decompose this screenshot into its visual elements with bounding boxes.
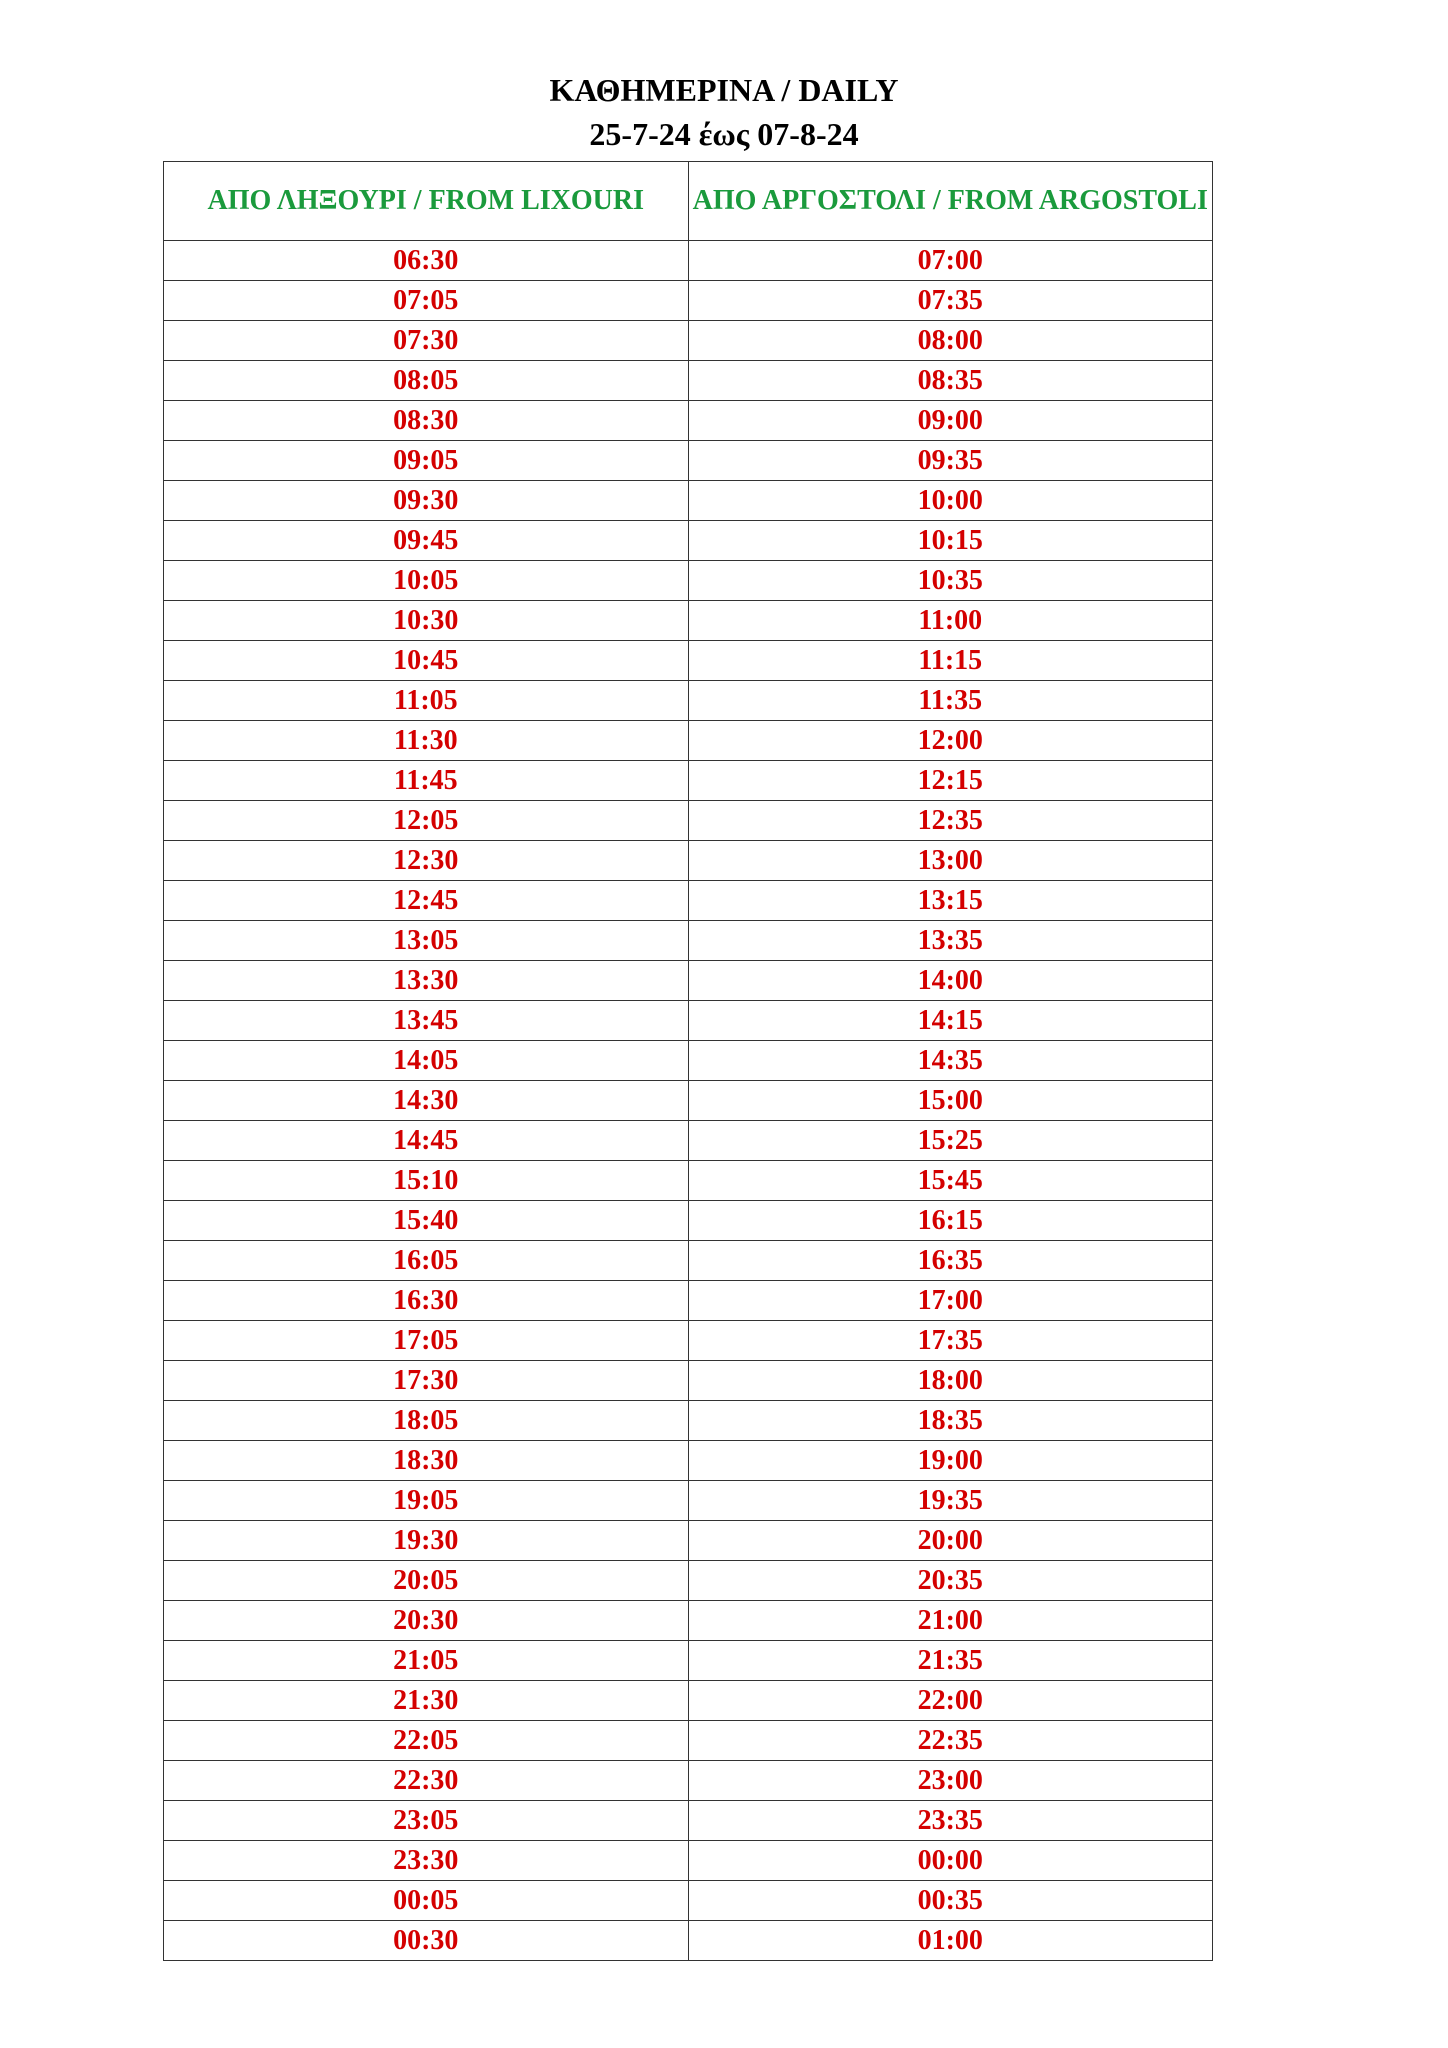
table-row: [164, 601, 1213, 641]
table-row: [164, 441, 1213, 481]
departure-time-argostoli: 12:35: [688, 801, 1213, 841]
departure-time-argostoli: 17:35: [688, 1321, 1213, 1361]
departure-time-argostoli: 12:00: [688, 721, 1213, 761]
departure-time-argostoli: 16:15: [688, 1201, 1213, 1241]
table-row: [164, 1041, 1213, 1081]
departure-time-lixouri: 11:45: [164, 761, 689, 801]
table-row: [164, 1321, 1213, 1361]
departure-time-lixouri: 16:05: [164, 1241, 689, 1281]
departure-time-lixouri: 12:05: [164, 801, 689, 841]
departure-time-argostoli: 19:35: [688, 1481, 1213, 1521]
departure-time-argostoli: 15:00: [688, 1081, 1213, 1121]
departure-time-argostoli: 14:35: [688, 1041, 1213, 1081]
departure-time-argostoli: 00:00: [688, 1841, 1213, 1881]
table-row: [164, 241, 1213, 281]
table-row: [164, 1921, 1213, 1961]
departure-time-argostoli: 07:00: [688, 241, 1213, 281]
table-row: [164, 561, 1213, 601]
departure-time-lixouri: 06:30: [164, 241, 689, 281]
table-row: [164, 641, 1213, 681]
table-row: [164, 481, 1213, 521]
table-row: [164, 1801, 1213, 1841]
table-row: [164, 1481, 1213, 1521]
departure-time-lixouri: 18:30: [164, 1441, 689, 1481]
departure-time-lixouri: 19:30: [164, 1521, 689, 1561]
departure-time-lixouri: 13:30: [164, 961, 689, 1001]
column-header-from-argostoli: ΑΠΟ ΑΡΓΟΣΤΟΛΙ / FROM ARGOSTOLI: [688, 162, 1213, 241]
table-row: [164, 321, 1213, 361]
document-title: ΚΑΘΗΜΕΡΙΝΑ / DAILY: [549, 72, 899, 108]
departure-time-argostoli: 21:35: [688, 1641, 1213, 1681]
departure-time-lixouri: 17:30: [164, 1361, 689, 1401]
departure-time-argostoli: 13:00: [688, 841, 1213, 881]
departure-time-argostoli: 14:15: [688, 1001, 1213, 1041]
departure-time-lixouri: 09:30: [164, 481, 689, 521]
table-row: [164, 1001, 1213, 1041]
table-row: [164, 361, 1213, 401]
departure-time-lixouri: 08:30: [164, 401, 689, 441]
departure-time-argostoli: 10:15: [688, 521, 1213, 561]
departure-time-lixouri: 19:05: [164, 1481, 689, 1521]
departure-time-argostoli: 18:00: [688, 1361, 1213, 1401]
departure-time-argostoli: 15:25: [688, 1121, 1213, 1161]
table-row: [164, 721, 1213, 761]
departure-time-lixouri: 09:45: [164, 521, 689, 561]
departure-time-lixouri: 10:05: [164, 561, 689, 601]
departure-time-lixouri: 23:30: [164, 1841, 689, 1881]
date-range: 25-7-24 έως 07-8-24: [589, 116, 859, 152]
departure-time-lixouri: 20:05: [164, 1561, 689, 1601]
departure-time-argostoli: 12:15: [688, 761, 1213, 801]
departure-time-argostoli: 11:35: [688, 681, 1213, 721]
departure-time-argostoli: 09:35: [688, 441, 1213, 481]
table-row: [164, 281, 1213, 321]
departure-time-lixouri: 11:30: [164, 721, 689, 761]
departure-time-lixouri: 16:30: [164, 1281, 689, 1321]
departure-time-argostoli: 10:35: [688, 561, 1213, 601]
table-row: [164, 961, 1213, 1001]
departure-time-argostoli: 13:15: [688, 881, 1213, 921]
table-header-row: [164, 162, 1213, 241]
departure-time-argostoli: 22:00: [688, 1681, 1213, 1721]
schedule-body: [164, 241, 1213, 1961]
departure-time-lixouri: 14:30: [164, 1081, 689, 1121]
departure-time-lixouri: 14:45: [164, 1121, 689, 1161]
departure-time-lixouri: 09:05: [164, 441, 689, 481]
departure-time-lixouri: 12:30: [164, 841, 689, 881]
departure-time-lixouri: 10:30: [164, 601, 689, 641]
table-row: [164, 1161, 1213, 1201]
table-row: [164, 881, 1213, 921]
departure-time-lixouri: 23:05: [164, 1801, 689, 1841]
table-row: [164, 1201, 1213, 1241]
departure-time-argostoli: 22:35: [688, 1721, 1213, 1761]
ferry-schedule-table: [163, 161, 1213, 1961]
table-row: [164, 521, 1213, 561]
departure-time-argostoli: 11:15: [688, 641, 1213, 681]
table-row: [164, 1441, 1213, 1481]
departure-time-lixouri: 14:05: [164, 1041, 689, 1081]
departure-time-lixouri: 15:10: [164, 1161, 689, 1201]
departure-time-argostoli: 09:00: [688, 401, 1213, 441]
table-row: [164, 1121, 1213, 1161]
departure-time-argostoli: 11:00: [688, 601, 1213, 641]
departure-time-lixouri: 13:05: [164, 921, 689, 961]
departure-time-argostoli: 00:35: [688, 1881, 1213, 1921]
table-row: [164, 681, 1213, 721]
departure-time-lixouri: 21:05: [164, 1641, 689, 1681]
table-row: [164, 841, 1213, 881]
departure-time-lixouri: 11:05: [164, 681, 689, 721]
table-row: [164, 1521, 1213, 1561]
departure-time-argostoli: 13:35: [688, 921, 1213, 961]
departure-time-lixouri: 21:30: [164, 1681, 689, 1721]
departure-time-lixouri: 07:30: [164, 321, 689, 361]
departure-time-argostoli: 21:00: [688, 1601, 1213, 1641]
table-row: [164, 1361, 1213, 1401]
table-row: [164, 1881, 1213, 1921]
departure-time-lixouri: 18:05: [164, 1401, 689, 1441]
departure-time-argostoli: 08:00: [688, 321, 1213, 361]
departure-time-argostoli: 20:00: [688, 1521, 1213, 1561]
departure-time-lixouri: 08:05: [164, 361, 689, 401]
departure-time-lixouri: 22:05: [164, 1721, 689, 1761]
departure-time-lixouri: 17:05: [164, 1321, 689, 1361]
departure-time-lixouri: 00:05: [164, 1881, 689, 1921]
table-row: [164, 761, 1213, 801]
table-row: [164, 1561, 1213, 1601]
table-row: [164, 1761, 1213, 1801]
departure-time-lixouri: 07:05: [164, 281, 689, 321]
departure-time-lixouri: 10:45: [164, 641, 689, 681]
departure-time-argostoli: 10:00: [688, 481, 1213, 521]
table-row: [164, 1241, 1213, 1281]
departure-time-argostoli: 17:00: [688, 1281, 1213, 1321]
departure-time-argostoli: 01:00: [688, 1921, 1213, 1961]
departure-time-lixouri: 12:45: [164, 881, 689, 921]
departure-time-lixouri: 22:30: [164, 1761, 689, 1801]
table-row: [164, 801, 1213, 841]
departure-time-argostoli: 14:00: [688, 961, 1213, 1001]
table-row: [164, 1721, 1213, 1761]
departure-time-lixouri: 13:45: [164, 1001, 689, 1041]
departure-time-argostoli: 20:35: [688, 1561, 1213, 1601]
table-row: [164, 921, 1213, 961]
table-row: [164, 1281, 1213, 1321]
departure-time-lixouri: 15:40: [164, 1201, 689, 1241]
table-row: [164, 1081, 1213, 1121]
departure-time-lixouri: 20:30: [164, 1601, 689, 1641]
departure-time-argostoli: 07:35: [688, 281, 1213, 321]
departure-time-argostoli: 15:45: [688, 1161, 1213, 1201]
table-row: [164, 1601, 1213, 1641]
table-row: [164, 1401, 1213, 1441]
table-row: [164, 1641, 1213, 1681]
table-row: [164, 401, 1213, 441]
departure-time-lixouri: 00:30: [164, 1921, 689, 1961]
table-row: [164, 1681, 1213, 1721]
departure-time-argostoli: 19:00: [688, 1441, 1213, 1481]
departure-time-argostoli: 18:35: [688, 1401, 1213, 1441]
departure-time-argostoli: 23:35: [688, 1801, 1213, 1841]
column-header-from-lixouri: ΑΠΟ ΛΗΞΟΥΡΙ / FROM LIXOURI: [164, 162, 689, 241]
table-row: [164, 1841, 1213, 1881]
departure-time-argostoli: 08:35: [688, 361, 1213, 401]
departure-time-argostoli: 16:35: [688, 1241, 1213, 1281]
departure-time-argostoli: 23:00: [688, 1761, 1213, 1801]
